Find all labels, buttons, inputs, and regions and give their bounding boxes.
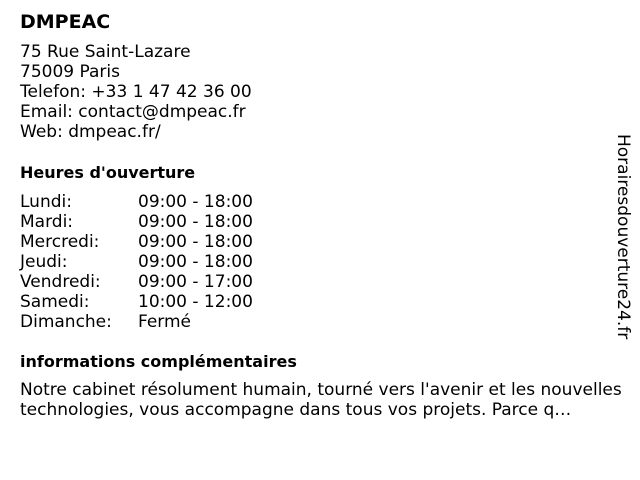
address-line-1: 75 Rue Saint-Lazare <box>20 42 191 62</box>
hours-row-friday <box>20 272 600 292</box>
email-address[interactable]: Email: contact@dmpeac.fr <box>20 102 246 122</box>
hours-day: Mardi: <box>20 212 74 232</box>
additional-info-title: informations complémentaires <box>20 352 297 371</box>
hours-day: Dimanche: <box>20 312 112 332</box>
hours-day: Lundi: <box>20 192 72 212</box>
hours-row-monday <box>20 192 600 212</box>
hours-time: 09:00 - 18:00 <box>138 232 253 252</box>
hours-day: Mercredi: <box>20 232 100 252</box>
opening-hours-title: Heures d'ouverture <box>20 163 196 182</box>
phone-number[interactable]: Telefon: +33 1 47 42 36 00 <box>20 82 252 102</box>
hours-day: Samedi: <box>20 292 90 312</box>
hours-row-tuesday <box>20 212 600 232</box>
hours-row-thursday <box>20 252 600 272</box>
hours-time: Fermé <box>138 312 192 332</box>
website-link[interactable]: Web: dmpeac.fr/ <box>20 122 161 142</box>
address-line-2: 75009 Paris <box>20 62 120 82</box>
watermark-text: Horairesdouverture24.fr <box>613 134 633 340</box>
hours-row-saturday <box>20 292 600 312</box>
hours-row-sunday <box>20 312 600 332</box>
additional-info-text: Notre cabinet résolument humain, tourné vers l'avenir et les nouvelles technologies, vous accompagne dans tous vos projets. Parce q… <box>20 380 622 420</box>
business-name: DMPEAC <box>20 11 111 33</box>
hours-day: Jeudi: <box>20 252 68 272</box>
hours-time: 09:00 - 18:00 <box>138 192 253 212</box>
business-card <box>20 10 622 420</box>
hours-time: 09:00 - 17:00 <box>138 272 253 292</box>
hours-day: Vendredi: <box>20 272 101 292</box>
hours-time: 09:00 - 18:00 <box>138 212 253 232</box>
hours-time: 10:00 - 12:00 <box>138 292 253 312</box>
hours-time: 09:00 - 18:00 <box>138 252 253 272</box>
opening-hours-table <box>20 192 600 332</box>
hours-row-wednesday <box>20 232 600 252</box>
